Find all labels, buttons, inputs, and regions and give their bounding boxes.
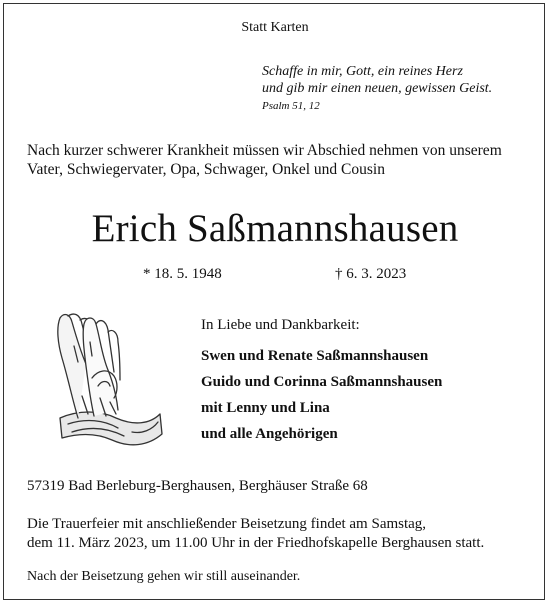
intro-line-1: Nach kurzer schwerer Krankheit müssen wir Abschied nehmen von unserem bbox=[27, 142, 502, 159]
closing-note: Nach der Beisetzung gehen wir still auseinander. bbox=[27, 569, 301, 584]
death-date: † 6. 3. 2023 bbox=[335, 266, 407, 282]
ceremony-line-1: Die Trauerfeier mit anschließender Beisetzung findet am Samstag, bbox=[27, 516, 427, 532]
funeral-details bbox=[27, 515, 484, 553]
verse-line-1: Schaffe in mir, Gott, ein reines Herz bbox=[262, 64, 463, 79]
intro-line-2: Vater, Schwiegervater, Opa, Schwager, Onkel und Cousin bbox=[27, 161, 385, 178]
header-statt-karten: Statt Karten bbox=[241, 20, 309, 35]
family-address: 57319 Bad Berleburg-Berghausen, Berghäuser Straße 68 bbox=[27, 478, 368, 494]
mourner-line: mit Lenny und Lina bbox=[201, 400, 330, 416]
mourner-line: Swen und Renate Saßmannshausen bbox=[201, 348, 429, 364]
intro-text bbox=[27, 141, 502, 179]
bible-verse bbox=[262, 63, 492, 97]
mourner-line: Guido und Corinna Saßmannshausen bbox=[201, 374, 443, 390]
ceremony-line-2: dem 11. März 2023, um 11.00 Uhr in der Friedhofskapelle Berghausen statt. bbox=[27, 535, 485, 551]
mourner-line: und alle Angehörigen bbox=[201, 426, 338, 442]
birth-date: * 18. 5. 1948 bbox=[143, 266, 222, 282]
praying-hands-icon bbox=[38, 306, 166, 456]
deceased-name: Erich Saßmannshausen bbox=[91, 207, 459, 250]
mourners-intro: In Liebe und Dankbarkeit: bbox=[201, 317, 360, 333]
verse-line-2: und gib mir einen neuen, gewissen Geist. bbox=[262, 81, 493, 96]
verse-reference: Psalm 51, 12 bbox=[262, 100, 320, 112]
